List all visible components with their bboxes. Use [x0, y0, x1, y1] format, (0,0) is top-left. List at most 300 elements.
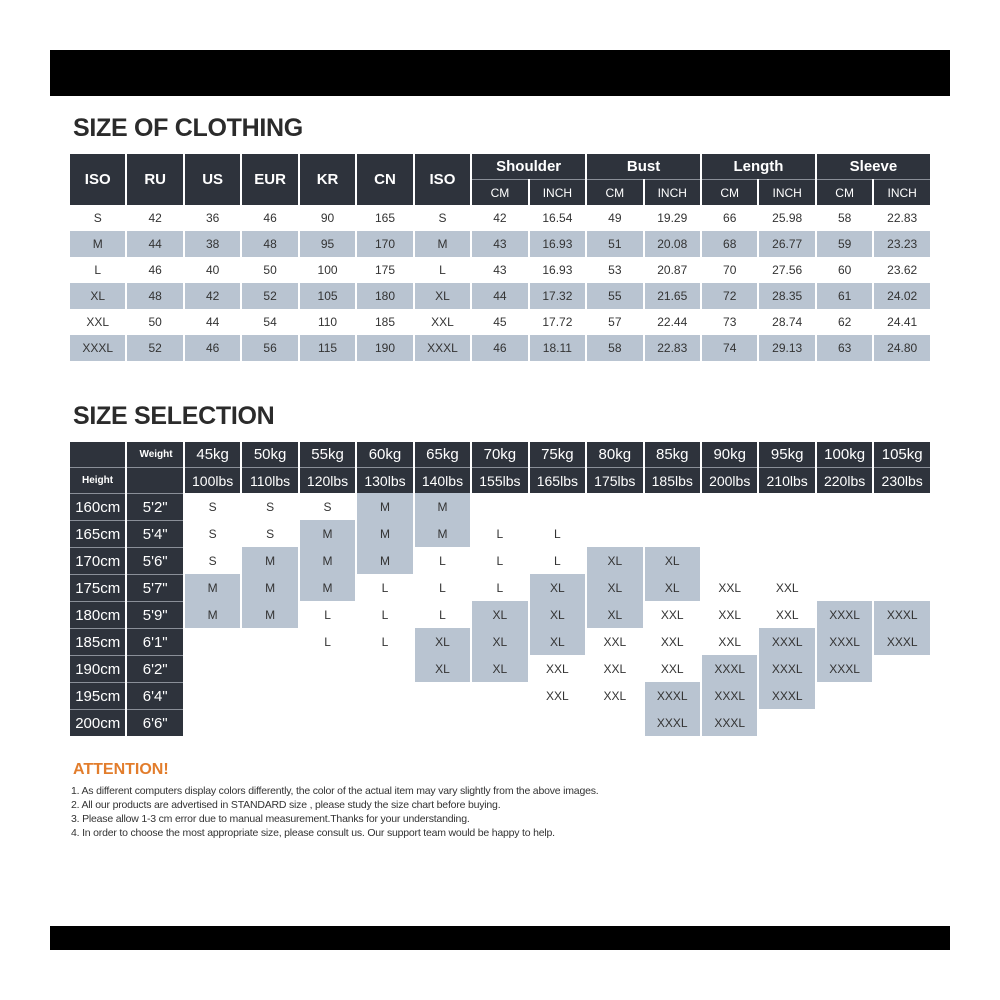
size-cell: [587, 709, 642, 736]
size-cell: [587, 493, 642, 520]
weight-kg-header: 90kg: [702, 442, 757, 467]
table-cell: 46: [472, 335, 527, 361]
table-cell: 180: [357, 283, 412, 309]
unit-cm: CM: [702, 179, 757, 205]
size-cell: [185, 628, 240, 655]
size-selection-table: [68, 442, 932, 736]
table-cell: 60: [837, 263, 852, 277]
size-cell: XL: [472, 601, 527, 628]
size-cell: M: [242, 574, 297, 601]
size-cell: [817, 709, 872, 736]
header-sleeve: Sleeve: [817, 154, 930, 179]
table-cell: 42: [185, 283, 240, 309]
table-cell: 105: [300, 283, 355, 309]
weight-lbs-header: 175lbs: [587, 467, 642, 493]
table-cell: L: [439, 263, 446, 277]
table-row: [70, 628, 930, 655]
header-eur: EUR: [242, 154, 297, 205]
table-cell: 18.11: [530, 335, 585, 361]
attention-title: ATTENTION!: [73, 761, 169, 778]
height-ft: 5'6": [127, 547, 182, 574]
size-cell: XXL: [603, 688, 627, 703]
size-cell: [702, 493, 757, 520]
size-cell: XXXL: [759, 655, 814, 682]
corner-blank-2: [127, 467, 182, 493]
note-2: 2. All our products are advertised in STANDARD size , please study the size chart before buying.: [71, 799, 501, 811]
size-cell: XXXL: [759, 682, 814, 709]
table-cell: 57: [608, 315, 622, 329]
table-cell: 43: [472, 231, 527, 257]
size-cell: L: [381, 634, 389, 649]
size-cell: XXXL: [702, 682, 757, 709]
table-cell: 29.13: [759, 335, 814, 361]
size-cell: M: [185, 601, 240, 628]
table-cell: 90: [320, 211, 335, 225]
table-cell: 46: [263, 211, 277, 225]
size-cell: XXL: [718, 580, 742, 595]
table-cell: 68: [702, 231, 757, 257]
weight-lbs-header: 155lbs: [472, 467, 527, 493]
size-cell: XL: [530, 601, 585, 628]
unit-inch: INCH: [759, 179, 814, 205]
size-cell: XXL: [660, 634, 684, 649]
table-row: [70, 493, 930, 520]
size-cell: XXL: [660, 607, 684, 622]
height-cm: 195cm: [70, 682, 125, 709]
size-cell: S: [208, 526, 217, 541]
size-cell: M: [357, 520, 412, 547]
size-cell: [874, 709, 930, 736]
height-ft: 6'1": [127, 628, 182, 655]
size-cell: L: [381, 580, 389, 595]
table-cell: 51: [587, 231, 642, 257]
weight-lbs-header: 210lbs: [759, 467, 814, 493]
table-cell: 61: [817, 283, 872, 309]
size-cell: S: [266, 526, 275, 541]
table-cell: 25.98: [772, 211, 803, 225]
size-cell: XL: [415, 628, 470, 655]
weight-lbs-header: 185lbs: [645, 467, 700, 493]
note-3: 3. Please allow 1-3 cm error due to manual measurement.Thanks for your understanding.: [71, 813, 470, 825]
height-cm: 190cm: [70, 655, 125, 682]
header-length: Length: [702, 154, 815, 179]
table-cell: 21.65: [645, 283, 700, 309]
size-cell: L: [324, 607, 331, 622]
size-cell: XXXL: [702, 709, 757, 736]
table-row: [70, 283, 930, 309]
table-row: [70, 655, 930, 682]
table-cell: 22.44: [657, 315, 688, 329]
table-cell: 70: [723, 263, 737, 277]
size-cell: XL: [472, 655, 527, 682]
table-row: [70, 309, 930, 335]
size-cell: XXL: [546, 661, 569, 676]
table-cell: 50: [263, 263, 277, 277]
size-cell: S: [208, 553, 217, 568]
table-cell: XXL: [86, 315, 110, 329]
weight-kg-header: 65kg: [415, 442, 470, 467]
table-row: [70, 547, 930, 574]
size-cell: [817, 493, 872, 520]
size-cell: [874, 547, 930, 574]
size-cell: XL: [530, 574, 585, 601]
size-cell: [702, 547, 757, 574]
note-4: 4. In order to choose the most appropriate size, please consult us. Our support team would be happy to help.: [71, 827, 555, 839]
table-cell: 52: [242, 283, 297, 309]
table-cell: 175: [374, 263, 395, 277]
weight-lbs-header: 165lbs: [530, 467, 585, 493]
table-cell: S: [438, 211, 447, 225]
weight-kg-header: 70kg: [472, 442, 527, 467]
size-cell: M: [357, 547, 412, 574]
table-row: [70, 709, 930, 736]
note-1: 1. As different computers display colors differently, the color of the actual item may vary slightly from the above images.: [71, 785, 599, 797]
table-cell: XL: [415, 283, 470, 309]
unit-inch: INCH: [874, 179, 930, 205]
size-cell: XXXL: [645, 709, 700, 736]
weight-kg-header: 45kg: [185, 442, 240, 467]
size-cell: L: [381, 607, 389, 622]
unit-cm: CM: [817, 179, 872, 205]
height-cm: 160cm: [70, 493, 125, 520]
table-cell: 53: [608, 263, 622, 277]
size-cell: [817, 547, 872, 574]
size-cell: [645, 520, 700, 547]
table-cell: M: [70, 231, 125, 257]
height-cm: 185cm: [70, 628, 125, 655]
size-cell: M: [242, 547, 297, 574]
size-cell: L: [439, 553, 446, 568]
table-cell: L: [94, 263, 102, 277]
table-cell: 50: [148, 315, 162, 329]
size-cell: [185, 709, 240, 736]
size-cell: [357, 682, 412, 709]
table-cell: 46: [148, 263, 162, 277]
size-cell: L: [496, 526, 504, 541]
size-cell: [759, 709, 814, 736]
table-cell: 20.87: [657, 263, 688, 277]
table-cell: 100: [317, 263, 338, 277]
size-cell: M: [415, 493, 470, 520]
header-bust: Bust: [587, 154, 700, 179]
unit-cm: CM: [587, 179, 642, 205]
size-cell: XXXL: [817, 601, 872, 628]
height-ft: 5'7": [127, 574, 182, 601]
weight-kg-header: 105kg: [874, 442, 930, 467]
table-cell: 190: [357, 335, 412, 361]
table-cell: 26.77: [759, 231, 814, 257]
bottom-black-bar: [50, 926, 950, 950]
top-black-bar: [50, 50, 950, 96]
table-cell: 16.93: [542, 263, 573, 277]
header-iso: ISO: [70, 154, 125, 205]
size-cell: M: [242, 601, 297, 628]
height-ft: 5'2": [127, 493, 182, 520]
unit-inch: INCH: [530, 179, 585, 205]
table-cell: 36: [205, 211, 220, 225]
table-cell: 165: [374, 211, 395, 225]
size-cell: L: [496, 580, 504, 595]
size-cell: [874, 574, 930, 601]
height-cm: 165cm: [70, 520, 125, 547]
size-cell: [415, 682, 470, 709]
table-cell: 27.56: [772, 263, 803, 277]
height-ft: 6'6": [127, 709, 182, 736]
table-cell: 110: [317, 315, 338, 329]
weight-kg-header: 100kg: [817, 442, 872, 467]
size-cell: [472, 493, 527, 520]
table-cell: 63: [817, 335, 872, 361]
table-cell: 74: [702, 335, 757, 361]
table-cell: 56: [242, 335, 297, 361]
size-cell: L: [554, 526, 561, 541]
table-cell: S: [93, 211, 102, 225]
table-cell: 45: [493, 315, 507, 329]
size-cell: [817, 682, 872, 709]
size-cell: [759, 493, 814, 520]
size-cell: XXL: [718, 607, 742, 622]
table-cell: 58: [837, 211, 852, 225]
table-cell: 52: [127, 335, 182, 361]
weight-kg-header: 50kg: [242, 442, 297, 467]
size-cell: XXL: [718, 634, 742, 649]
size-cell: [185, 655, 240, 682]
table-cell: 185: [374, 315, 395, 329]
size-cell: [242, 628, 297, 655]
size-cell: XXL: [775, 580, 799, 595]
section-title-selection: SIZE SELECTION: [73, 402, 275, 430]
weight-lbs-header: 230lbs: [874, 467, 930, 493]
size-cell: [242, 682, 297, 709]
table-cell: 24.02: [874, 283, 930, 309]
size-cell: XXXL: [874, 601, 930, 628]
table-cell: 44: [127, 231, 182, 257]
size-cell: XXXL: [817, 655, 872, 682]
table-cell: 44: [205, 315, 220, 329]
size-cell: [530, 493, 585, 520]
table-cell: 170: [357, 231, 412, 257]
table-row: [70, 682, 930, 709]
table-cell: 28.35: [759, 283, 814, 309]
size-cell: M: [300, 547, 355, 574]
table-cell: 23.23: [874, 231, 930, 257]
size-cell: [759, 520, 814, 547]
size-cell: [472, 709, 527, 736]
table-cell: 73: [723, 315, 737, 329]
size-cell: L: [439, 580, 446, 595]
table-cell: 48: [127, 283, 182, 309]
size-cell: XL: [472, 628, 527, 655]
size-cell: [817, 520, 872, 547]
table-cell: 72: [702, 283, 757, 309]
unit-inch: INCH: [645, 179, 700, 205]
height-cm: 170cm: [70, 547, 125, 574]
size-cell: XL: [645, 574, 700, 601]
table-cell: 58: [587, 335, 642, 361]
size-cell: XXXL: [817, 628, 872, 655]
table-cell: 49: [608, 211, 622, 225]
table-cell: M: [415, 231, 470, 257]
weight-lbs-header: 200lbs: [702, 467, 757, 493]
table-row: [70, 601, 930, 628]
header-us: US: [185, 154, 240, 205]
table-cell: 42: [148, 211, 162, 225]
size-cell: [357, 655, 412, 682]
header-cn: CN: [357, 154, 412, 205]
table-cell: 42: [493, 211, 507, 225]
size-cell: [874, 682, 930, 709]
size-cell: M: [415, 520, 470, 547]
size-cell: XL: [587, 574, 642, 601]
size-cell: M: [185, 574, 240, 601]
size-cell: [874, 493, 930, 520]
size-cell: L: [496, 553, 504, 568]
weight-kg-header: 95kg: [759, 442, 814, 467]
size-cell: XXL: [660, 661, 684, 676]
table-cell: 95: [300, 231, 355, 257]
table-row: [70, 520, 930, 547]
size-cell: M: [357, 493, 412, 520]
table-row: [70, 257, 930, 283]
table-cell: 24.80: [874, 335, 930, 361]
size-cell: XXXL: [759, 628, 814, 655]
size-cell: [300, 709, 355, 736]
height-ft: 5'4": [127, 520, 182, 547]
table-cell: 23.62: [887, 263, 918, 277]
clothing-size-table: [68, 154, 932, 361]
weight-lbs-header: 220lbs: [817, 467, 872, 493]
size-cell: XXL: [546, 688, 569, 703]
size-cell: S: [266, 499, 275, 514]
size-cell: XL: [645, 547, 700, 574]
height-cm: 200cm: [70, 709, 125, 736]
size-cell: [242, 709, 297, 736]
size-cell: XXXL: [645, 682, 700, 709]
attention-notes: [71, 784, 599, 840]
table-cell: 16.54: [542, 211, 573, 225]
size-cell: XXXL: [702, 655, 757, 682]
header-shoulder: Shoulder: [472, 154, 585, 179]
table-cell: 38: [185, 231, 240, 257]
size-cell: [702, 520, 757, 547]
size-cell: S: [323, 499, 332, 514]
size-cell: L: [439, 607, 446, 622]
size-cell: XL: [587, 547, 642, 574]
size-cell: [300, 655, 355, 682]
header-kr: KR: [300, 154, 355, 205]
table-cell: 24.41: [887, 315, 918, 329]
size-cell: [415, 709, 470, 736]
table-cell: 22.83: [645, 335, 700, 361]
table-cell: 16.93: [530, 231, 585, 257]
size-cell: [530, 709, 585, 736]
size-cell: [759, 547, 814, 574]
size-cell: XL: [415, 655, 470, 682]
weight-lbs-header: 100lbs: [185, 467, 240, 493]
size-cell: XXXL: [874, 628, 930, 655]
corner-blank: [70, 442, 125, 467]
table-cell: 66: [723, 211, 737, 225]
weight-kg-header: 75kg: [530, 442, 585, 467]
weight-lbs-header: 130lbs: [357, 467, 412, 493]
table-cell: XL: [70, 283, 125, 309]
table-cell: XXL: [431, 315, 454, 329]
weight-lbs-header: 110lbs: [242, 467, 297, 493]
size-cell: L: [554, 553, 561, 568]
table-row: [70, 231, 930, 257]
table-cell: 54: [263, 315, 277, 329]
table-cell: 17.32: [530, 283, 585, 309]
table-cell: 59: [817, 231, 872, 257]
table-cell: 22.83: [887, 211, 918, 225]
unit-cm: CM: [472, 179, 527, 205]
size-cell: M: [300, 520, 355, 547]
size-cell: XL: [530, 628, 585, 655]
height-label: Height: [70, 467, 125, 493]
size-cell: [587, 520, 642, 547]
height-ft: 6'2": [127, 655, 182, 682]
size-cell: [645, 493, 700, 520]
table-cell: 62: [837, 315, 852, 329]
size-cell: XL: [587, 601, 642, 628]
table-cell: 44: [472, 283, 527, 309]
table-cell: 28.74: [772, 315, 803, 329]
size-cell: XXL: [603, 634, 627, 649]
table-cell: 115: [300, 335, 355, 361]
weight-kg-header: 55kg: [300, 442, 355, 467]
weight-lbs-header: 140lbs: [415, 467, 470, 493]
table-cell: XXXL: [415, 335, 470, 361]
height-cm: 180cm: [70, 601, 125, 628]
header-iso-2: ISO: [415, 154, 470, 205]
size-cell: L: [324, 634, 331, 649]
size-cell: [242, 655, 297, 682]
weight-kg-header: 80kg: [587, 442, 642, 467]
size-cell: [874, 655, 930, 682]
height-ft: 5'9": [127, 601, 182, 628]
table-cell: 55: [587, 283, 642, 309]
size-cell: [874, 520, 930, 547]
size-cell: S: [208, 499, 217, 514]
size-cell: XXL: [775, 607, 799, 622]
table-cell: XXXL: [70, 335, 125, 361]
table-row: [70, 335, 930, 361]
weight-label: Weight: [127, 442, 182, 467]
table-cell: 46: [185, 335, 240, 361]
weight-lbs-header: 120lbs: [300, 467, 355, 493]
height-ft: 6'4": [127, 682, 182, 709]
weight-kg-header: 60kg: [357, 442, 412, 467]
section-title-clothing: SIZE OF CLOTHING: [73, 114, 303, 142]
table-cell: 40: [205, 263, 220, 277]
size-cell: [817, 574, 872, 601]
height-cm: 175cm: [70, 574, 125, 601]
table-cell: 43: [493, 263, 507, 277]
size-cell: [185, 682, 240, 709]
table-row: [70, 205, 930, 231]
table-row: [70, 574, 930, 601]
size-cell: [472, 682, 527, 709]
size-cell: XXL: [603, 661, 627, 676]
table-cell: 20.08: [645, 231, 700, 257]
header-ru: RU: [127, 154, 182, 205]
size-cell: [357, 709, 412, 736]
table-cell: 19.29: [657, 211, 688, 225]
size-cell: M: [300, 574, 355, 601]
table-cell: 17.72: [542, 315, 573, 329]
weight-kg-header: 85kg: [645, 442, 700, 467]
size-cell: [300, 682, 355, 709]
